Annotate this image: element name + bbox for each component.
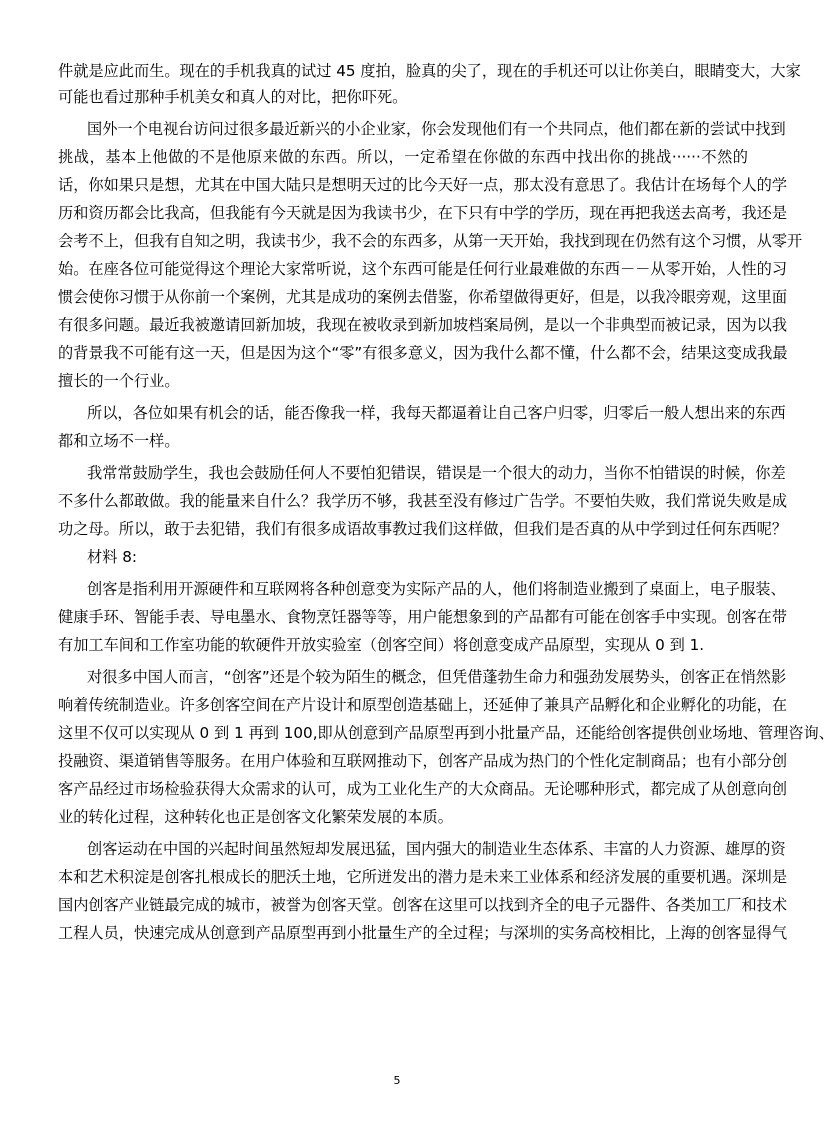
text-line: 话，你如果只是想，尤其在中国大陆只是想明天过的比今天好一点，那太没有意思了。我估计在场每个人的学: [58, 176, 787, 194]
text-line: 有很多问题。最近我被邀请回新加坡，我现在被收录到新加坡档案局例，是以一个非典型而被记录，因为以我: [58, 316, 787, 334]
text-line: 可能也看过那种手机美女和真人的对比，把你吓死。: [58, 88, 408, 106]
text-line: 都和立场不一样。: [58, 432, 180, 450]
text-line: 国内创客产业链最完成的城市，被誉为创客天堂。创客在这里可以找到齐全的电子元器件、各类加工厂和技术: [58, 896, 787, 914]
page-number: 5: [393, 1074, 401, 1087]
text-line: 创客运动在中国的兴起时间虽然短却发展迅猛，国内强大的制造业生态体系、丰富的人力资源、雄厚的资: [87, 840, 786, 858]
text-line: 挑战，基本上他做的不是他原来做的东西。所以，一定希望在你做的东西中找出你的挑战······不然的: [58, 148, 748, 166]
text-line: 所以，各位如果有机会的话，能否像我一样，我每天都逼着让自己客户归零，归零后一般人想出来的东西: [87, 404, 786, 422]
text-line: 对很多中国人而言，“创客”还是个较为陌生的概念，但凭借蓬勃生命力和强劲发展势头，创客正在悄然影: [87, 668, 787, 686]
text-line: 业的转化过程，这种转化也正是创客文化繁荣发展的本质。: [58, 808, 453, 826]
text-line: 我常常鼓励学生，我也会鼓励任何人不要怕犯错误，错误是一个很大的动力，当你不怕错误的时候，你差: [87, 464, 786, 482]
text-line: 历和资历都会比我高，但我能有今天就是因为我读书少，在下只有中学的学历，现在再把我送去高考，我还是: [58, 204, 787, 222]
text-line: 不多什么都敢做。我的能量来自什么？我学历不够，我甚至没有修过广告学。不要怕失败，我们常说失败是成: [58, 492, 787, 510]
text-line: 件就是应此而生。现在的手机我真的试过 45 度拍，脸真的尖了，现在的手机还可以让你美白，眼睛变大，大家: [58, 62, 801, 80]
text-line: 健康手环、智能手表、导电墨水、食物烹饪器等等，用户能想象到的产品都有可能在创客手中实现。创客在带: [58, 608, 787, 626]
text-line: 工程人员，快速完成从创意到产品原型再到小批量生产的全过程；与深圳的实务高校相比，上海的创客显得气: [58, 924, 787, 942]
text-line: 客产品经过市场检验获得大众需求的认可，成为工业化生产的大众商品。无论哪种形式，都完成了从创意向创: [58, 780, 787, 798]
text-line: 这里不仅可以实现从 0 到 1 再到 100,即从创意到产品原型再到小批量产品，还能给创客提供创业场地、管理咨询、: [58, 724, 834, 742]
text-line: 创客是指利用开源硬件和互联网将各种创意变为实际产品的人，他们将制造业搬到了桌面上，电子服装、: [87, 580, 786, 598]
text-line: 有加工车间和工作室功能的软硬件开放实验室（创客空间）将创意变成产品原型，实现从 0 到 1.: [58, 636, 705, 654]
text-line: 始。在座各位可能觉得这个理论大家常听说，这个东西可能是任何行业最难做的东西－－从零开始，人性的习: [58, 260, 787, 278]
text-line: 响着传统制造业。许多创客空间在产片设计和原型创造基础上，还延伸了兼具产品孵化和企业孵化的功能，在: [58, 696, 787, 714]
section-heading: 材料 8:: [87, 548, 137, 566]
text-line: 功之母。所以，敢于去犯错，我们有很多成语故事教过我们这样做，但我们是否真的从中学到过任何东西呢？: [58, 520, 787, 538]
text-line: 本和艺术积淀是创客扎根成长的肥沃土地，它所迸发出的潜力是未来工业体系和经济发展的重要机遇。深圳是: [58, 868, 787, 886]
text-line: 的背景我不可能有这一天，但是因为这个“零”有很多意义，因为我什么都不懂，什么都不会，结果这变成我最: [58, 344, 788, 362]
text-line: 投融资、渠道销售等服务。在用户体验和互联网推动下，创客产品成为热门的个性化定制商品；也有小部分创: [58, 752, 787, 770]
text-line: 国外一个电视台访问过很多最近新兴的小企业家，你会发现他们有一个共同点，他们都在新的尝试中找到: [87, 120, 786, 138]
text-line: 会考不上，但我有自知之明，我读书少，我不会的东西多，从第一天开始，我找到现在仍然有这个习惯，从零开: [58, 232, 803, 250]
text-line: 惯会使你习惯于从你前一个案例，尤其是成功的案例去借鉴，你希望做得更好，但是，以我冷眼旁观，这里面: [58, 288, 787, 306]
text-line: 擅长的一个行业。: [58, 372, 180, 390]
